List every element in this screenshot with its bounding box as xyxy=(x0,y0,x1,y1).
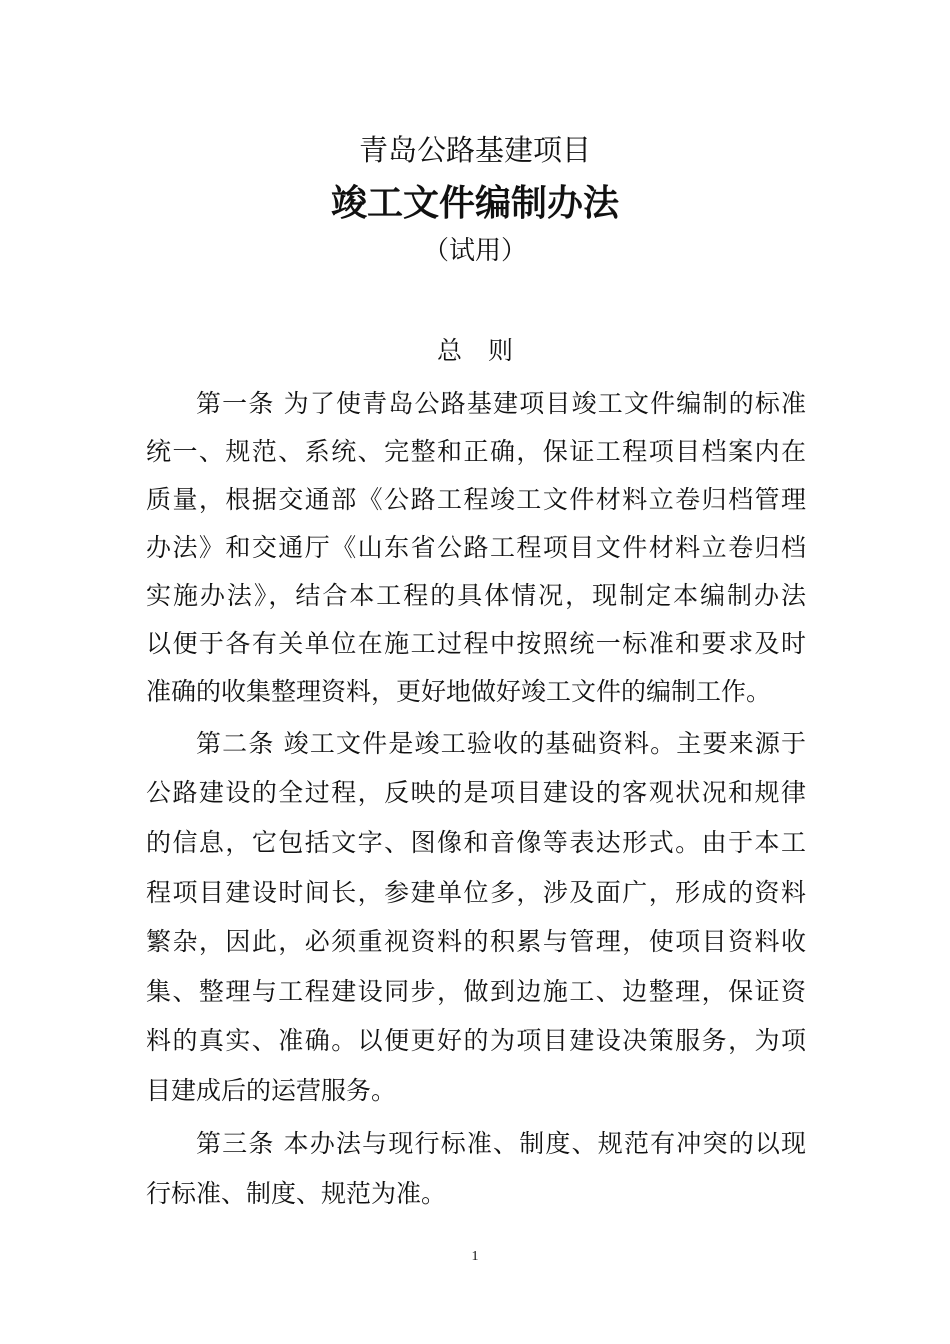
document-subtitle: 青岛公路基建项目 xyxy=(358,133,591,167)
article-3-line-2: 行标准、制度、规范为准。 xyxy=(146,1179,447,1208)
section-heading-part2: 则 xyxy=(488,336,514,365)
article-1-line-6: 以便于各有关单位在施工过程中按照统一标准和要求及时 xyxy=(146,629,806,658)
document-note: （试用） xyxy=(422,236,527,266)
article-1-line-5: 实施办法》，结合本工程的具体情况，现制定本编制办法 xyxy=(146,581,806,610)
article-1-line-7: 准确的收集整理资料，更好地做好竣工文件的编制工作。 xyxy=(146,677,772,706)
article-2-line-8: 目建成后的运营服务。 xyxy=(146,1076,397,1105)
article-2-line-2: 公路建设的全过程，反映的是项目建设的客观状况和规律 xyxy=(146,778,806,807)
article-1-line-1: 第一条 为了使青岛公路基建项目竣工文件编制的标准 xyxy=(196,389,806,418)
article-1-line-3: 质量，根据交通部《公路工程竣工文件材料立卷归档管理 xyxy=(146,485,806,514)
article-2-line-1: 第二条 竣工文件是竣工验收的基础资料。主要来源于 xyxy=(196,729,806,758)
article-3-line-1: 第三条 本办法与现行标准、制度、规范有冲突的以现 xyxy=(196,1129,806,1158)
article-2-line-7: 料的真实、准确。以便更好的为项目建设决策服务，为项 xyxy=(146,1026,806,1055)
article-1-line-4: 办法》和交通厅《山东省公路工程项目文件材料立卷归档 xyxy=(146,533,806,562)
article-2-line-5: 繁杂，因此，必须重视资料的积累与管理，使项目资料收 xyxy=(146,927,806,956)
article-2-line-4: 程项目建设时间长，参建单位多，涉及面广，形成的资料 xyxy=(146,878,806,907)
article-2-line-6: 集、整理与工程建设同步，做到边施工、边整理，保证资 xyxy=(146,977,806,1006)
section-heading-part1: 总 xyxy=(436,336,462,365)
section-heading xyxy=(0,330,950,372)
article-1-line-2: 统一、规范、系统、完整和正确，保证工程项目档案内在 xyxy=(146,437,806,466)
article-2-line-3: 的信息，它包括文字、图像和音像等表达形式。由于本工 xyxy=(146,828,806,857)
page-number: 1 xyxy=(471,1249,479,1264)
document-title: 竣工文件编制办法 xyxy=(330,182,619,224)
